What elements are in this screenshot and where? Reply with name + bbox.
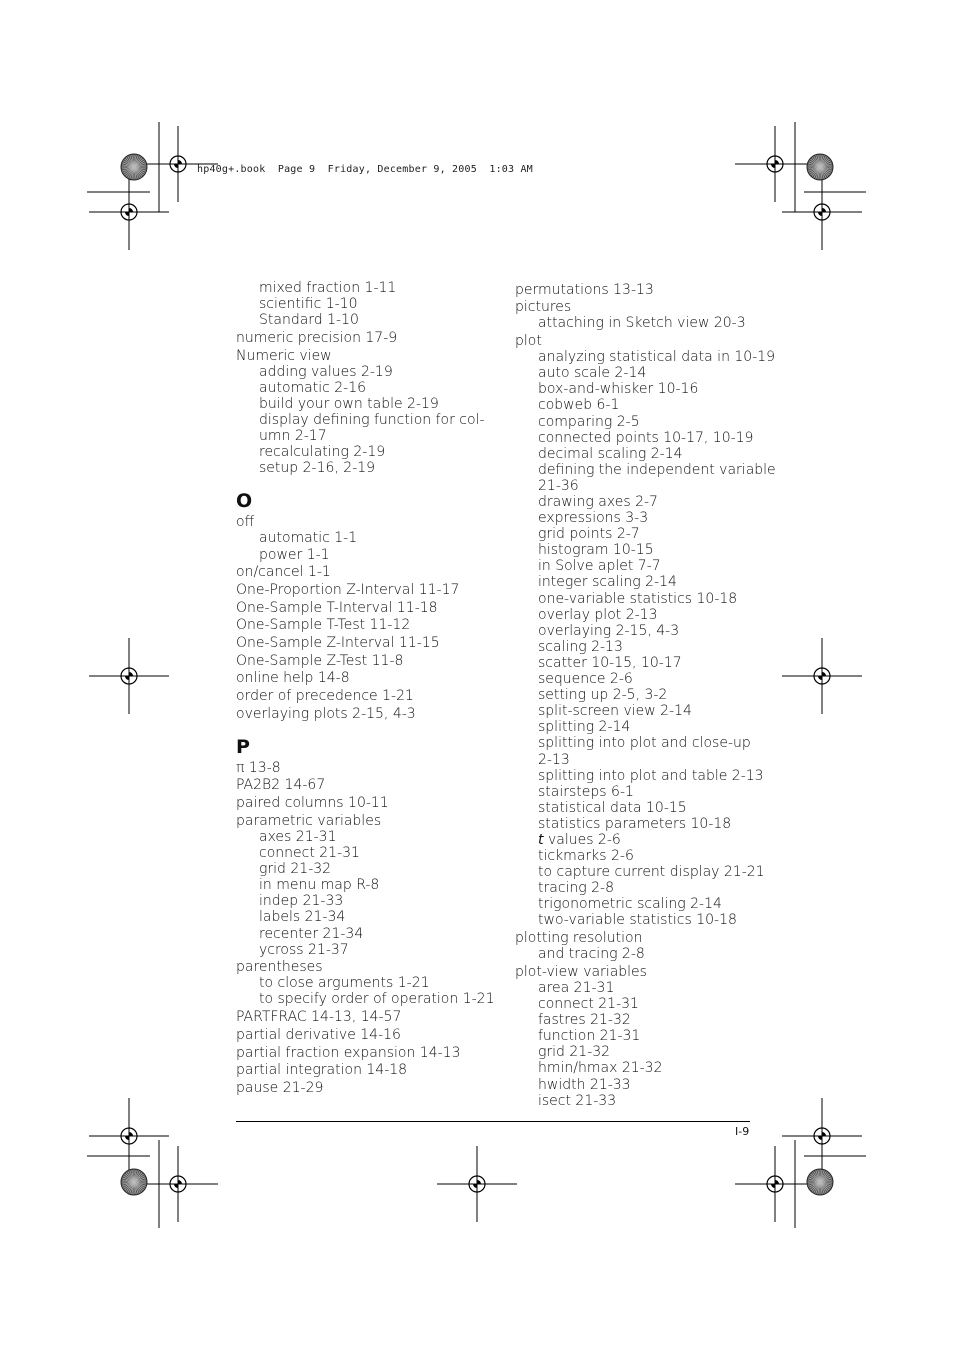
- index-entry: paired columns 10-11: [236, 795, 389, 812]
- index-subentry: area 21-31: [538, 980, 615, 996]
- color-rosette-icon: [121, 154, 147, 180]
- index-subentry: function 21-31: [538, 1028, 641, 1045]
- index-subentry: umn 2-17: [259, 428, 327, 445]
- index-subentry: automatic 2-16: [259, 379, 367, 396]
- index-entry: pause 21-29: [236, 1079, 324, 1096]
- index-entry: numeric precision 17-9: [236, 329, 398, 346]
- index-entry: PARTFRAC 14-13, 14-57: [236, 1009, 402, 1026]
- index-subentry: indep 21-33: [259, 893, 344, 910]
- index-subentry: comparing 2-5: [538, 413, 640, 430]
- crosshair-registration-icon: [782, 174, 862, 250]
- index-subentry: fastres 21-32: [538, 1012, 631, 1029]
- index-entry: overlaying plots 2-15, 4-3: [236, 705, 416, 722]
- crosshair-registration-icon: [735, 1146, 815, 1222]
- index-entry: online help 14-8: [236, 670, 350, 687]
- index-subentry: splitting into plot and table 2-13: [538, 767, 764, 784]
- index-entry: partial integration 14-18: [236, 1062, 408, 1079]
- index-subentry: scientific 1-10: [259, 296, 358, 313]
- index-entry: PA2B2 14-67: [236, 777, 326, 794]
- index-entry-text: values 2-6: [543, 831, 621, 848]
- index-subentry: automatic 1-1: [259, 530, 358, 547]
- index-entry: permutations 13-13: [515, 281, 654, 298]
- index-subentry: two-variable statistics 10-18: [538, 912, 737, 929]
- index-subentry: 21-36: [538, 477, 579, 494]
- crosshair-registration-icon: [138, 126, 218, 202]
- index-subentry: expressions 3-3: [538, 510, 649, 527]
- index-subentry: tracing 2-8: [538, 880, 615, 897]
- index-subentry: Standard 1-10: [259, 312, 359, 329]
- index-subentry: box-and-whisker 10-16: [538, 381, 699, 398]
- index-subentry: overlay plot 2-13: [538, 606, 658, 623]
- crosshair-registration-icon: [437, 1146, 517, 1222]
- index-subentry: statistics parameters 10-18: [538, 815, 732, 832]
- index-entry: partial fraction expansion 14-13: [236, 1044, 461, 1061]
- index-entry: Numeric view: [236, 347, 332, 364]
- index-subentry: hwidth 21-33: [538, 1076, 631, 1093]
- index-entry: π 13-8: [236, 759, 281, 776]
- index-subentry: mixed fraction 1-11: [259, 280, 397, 296]
- index-subentry: display defining function for col-: [259, 411, 485, 428]
- index-subentry: setting up 2-5, 3-2: [538, 687, 668, 704]
- crosshair-registration-icon: [89, 638, 169, 714]
- index-section-letter: P: [236, 735, 250, 758]
- crosshair-registration-icon: [89, 174, 169, 250]
- color-rosette-icon: [807, 1169, 833, 1195]
- index-subentry: decimal scaling 2-14: [538, 445, 683, 462]
- index-subentry: build your own table 2-19: [259, 395, 439, 412]
- index-subentry: recenter 21-34: [259, 925, 364, 942]
- page-number: I-9: [735, 1125, 750, 1138]
- index-subentry: cobweb 6-1: [538, 397, 620, 414]
- index-subentry: in menu map R-8: [259, 877, 380, 894]
- index-entry: plot: [515, 333, 542, 350]
- index-entry: order of precedence 1-21: [236, 688, 414, 704]
- crosshair-registration-icon: [138, 1146, 218, 1222]
- index-subentry: grid 21-32: [538, 1044, 611, 1061]
- index-entry: on/cancel 1-1: [236, 564, 331, 581]
- print-slug: hp40g+.book Page 9 Friday, December 9, 2005 1:03 AM: [197, 164, 533, 175]
- index-subentry: tickmarks 2-6: [538, 848, 634, 865]
- index-entry: One-Sample T-Test 11-12: [236, 617, 411, 634]
- index-subentry: and tracing 2-8: [538, 946, 645, 963]
- index-subentry: stairsteps 6-1: [538, 783, 634, 800]
- index-subentry: defining the independent variable: [538, 461, 776, 478]
- index-subentry: sequence 2-6: [538, 671, 633, 688]
- color-rosette-icon: [807, 154, 833, 180]
- italic-variable: t: [538, 831, 544, 848]
- index-subentry: trigonometric scaling 2-14: [538, 896, 722, 913]
- index-subentry: split-screen view 2-14: [538, 703, 692, 720]
- index-subentry: hmin/hmax 21-32: [538, 1060, 663, 1077]
- index-subentry: auto scale 2-14: [538, 365, 647, 382]
- index-subentry: splitting into plot and close-up: [538, 735, 751, 752]
- index-subentry: analyzing statistical data in 10-19: [538, 349, 776, 366]
- index-subentry: recalculating 2-19: [259, 444, 386, 461]
- index-subentry: grid points 2-7: [538, 526, 640, 543]
- index-section-letter: O: [236, 490, 253, 513]
- index-subentry: in Solve aplet 7-7: [538, 558, 661, 575]
- index-subentry: splitting 2-14: [538, 719, 631, 736]
- index-entry: One-Sample T-Interval 11-18: [236, 599, 438, 616]
- index-entry: One-Sample Z-Test 11-8: [236, 652, 404, 669]
- color-rosette-icon: [121, 1169, 147, 1195]
- index-subentry: connect 21-31: [538, 996, 639, 1013]
- index-subentry: scatter 10-15, 10-17: [538, 654, 682, 671]
- index-subentry: integer scaling 2-14: [538, 574, 677, 591]
- index-subentry: labels 21-34: [259, 909, 346, 926]
- index-subentry: setup 2-16, 2-19: [259, 460, 376, 477]
- index-subentry: connected points 10-17, 10-19: [538, 429, 754, 446]
- index-subentry: adding values 2-19: [259, 363, 393, 380]
- index-subentry: overlaying 2-15, 4-3: [538, 622, 680, 639]
- index-subentry: to specify order of operation 1-21: [259, 991, 495, 1008]
- index-entry: One-Sample Z-Interval 11-15: [236, 634, 440, 651]
- index-subentry: attaching in Sketch view 20-3: [538, 315, 746, 332]
- index-column-right: [515, 280, 775, 1109]
- index-subentry: 2-13: [538, 751, 570, 768]
- index-entry: pictures: [515, 299, 572, 316]
- index-entry: off: [236, 514, 255, 531]
- index-subentry: ycross 21-37: [259, 941, 349, 958]
- crosshair-registration-icon: [735, 126, 815, 202]
- index-subentry: histogram 10-15: [538, 542, 654, 559]
- index-subentry: one-variable statistics 10-18: [538, 590, 738, 607]
- index-subentry: to capture current display 21-21: [538, 864, 765, 881]
- crosshair-registration-icon: [89, 1098, 169, 1174]
- footer-rule: [236, 1121, 750, 1122]
- index-entry: parametric variables: [236, 812, 382, 829]
- index-column-left: [236, 280, 496, 1096]
- index-subentry: connect 21-31: [259, 845, 360, 862]
- index-entry: partial derivative 14-16: [236, 1026, 401, 1043]
- index-subentry: to close arguments 1-21: [259, 975, 430, 992]
- index-entry: plot-view variables: [515, 963, 647, 980]
- index-subentry: statistical data 10-15: [538, 799, 687, 816]
- index-subentry: [515, 832, 775, 848]
- index-entry: parentheses: [236, 959, 323, 976]
- crosshair-registration-icon: [782, 638, 862, 714]
- index-entry: plotting resolution: [515, 930, 643, 947]
- crosshair-registration-icon: [782, 1098, 862, 1174]
- index-subentry: axes 21-31: [259, 828, 337, 845]
- index-subentry: power 1-1: [259, 546, 330, 563]
- index-entry: One-Proportion Z-Interval 11-17: [236, 581, 460, 598]
- index-subentry: grid 21-32: [259, 861, 332, 878]
- index-subentry: isect 21-33: [538, 1092, 617, 1109]
- index-subentry: scaling 2-13: [538, 638, 623, 655]
- index-subentry: drawing axes 2-7: [538, 494, 658, 510]
